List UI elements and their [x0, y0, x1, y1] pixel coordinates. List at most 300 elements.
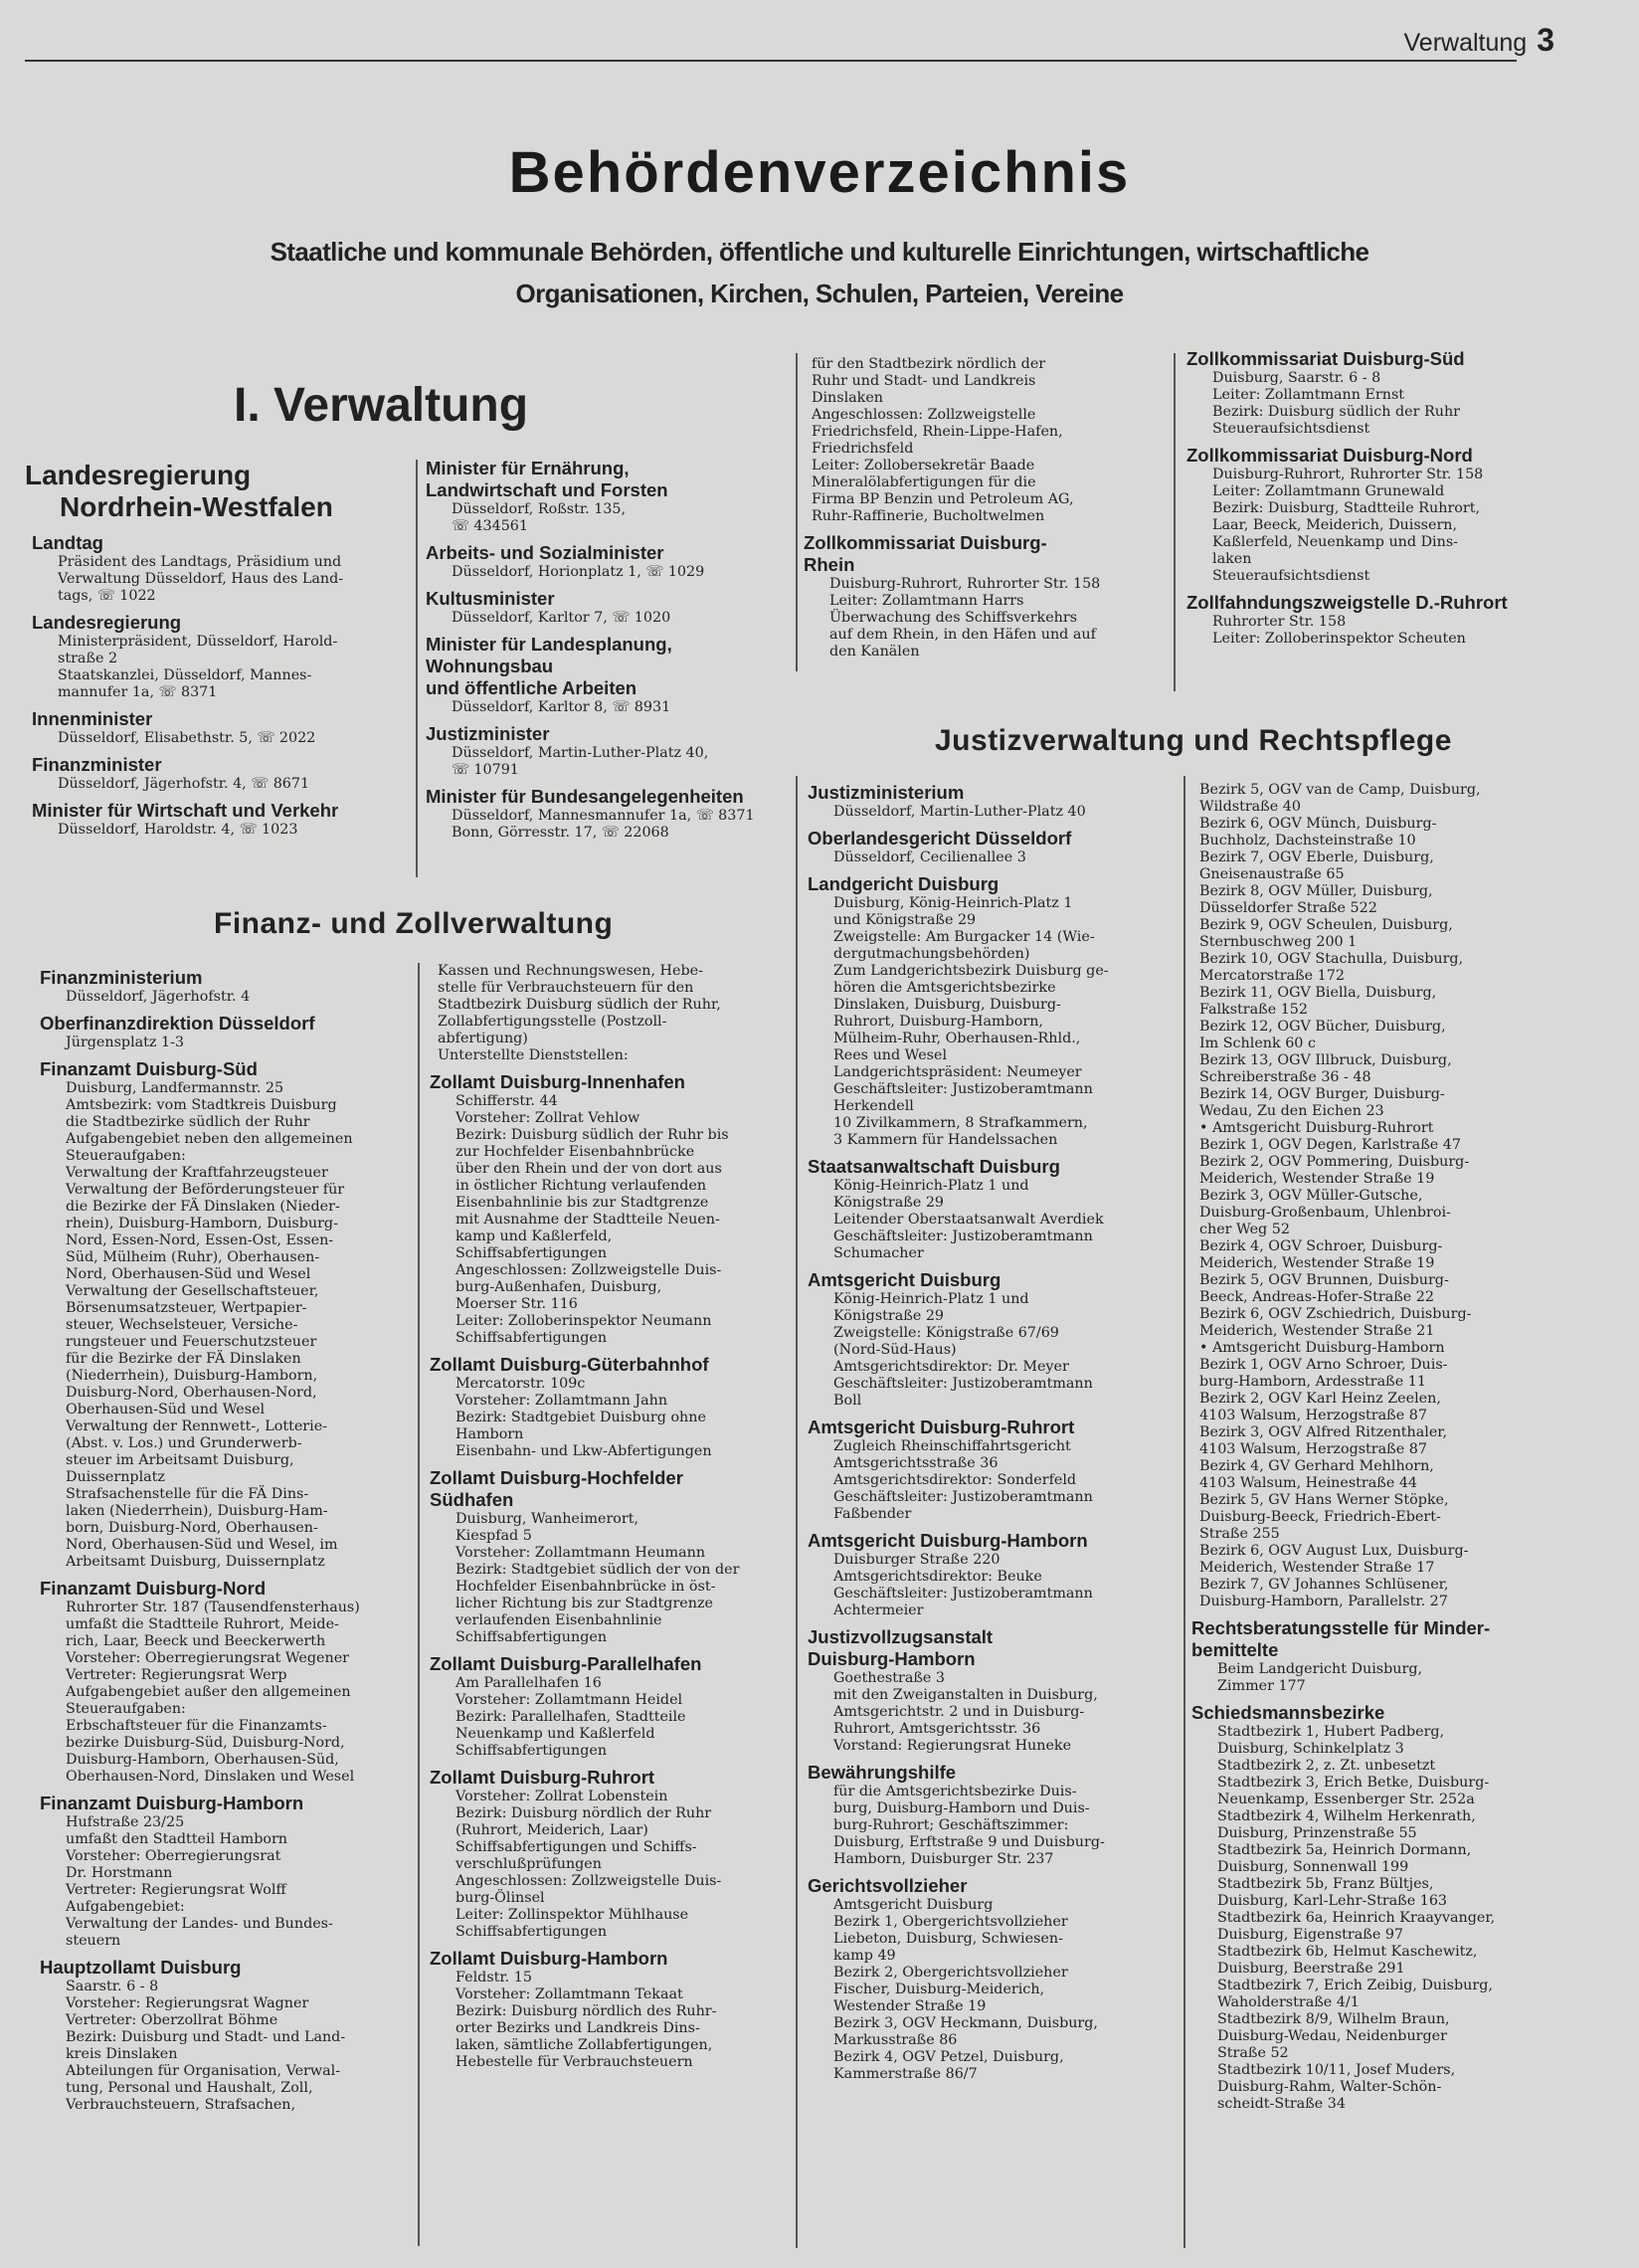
entry-line: abfertigung) — [438, 1031, 528, 1046]
entry-line: Schreiberstraße 36 - 48 — [1199, 1069, 1371, 1085]
entry-line: Aufgabengebiet neben den allgemeinen — [66, 1131, 353, 1147]
entry-line: Landgerichtspräsident: Neumeyer — [833, 1064, 1082, 1080]
entry-line: Stadtbezirk 8/9, Wilhelm Braun, — [1217, 2011, 1450, 2027]
entry-line: Duisburg-Ruhrort, Ruhrorter Str. 158 — [829, 576, 1101, 592]
directory-entry — [1186, 445, 1604, 585]
subtitle-line: Staatliche und kommunale Behörden, öffentliche und kulturelle Einrichtungen, wirtschaftliche — [270, 237, 1369, 267]
entry-heading: Minister für Wirtschaft und Verkehr — [32, 800, 339, 821]
entry-line: Stadtbezirk 6b, Helmut Kaschewitz, — [1217, 1944, 1478, 1960]
entry-line: Bezirk 13, OGV Illbruck, Duisburg, — [1199, 1052, 1452, 1068]
entry-line: Düsseldorf, Mannesmannufer 1a, ☏ 8371 — [452, 808, 755, 824]
landesregierung-line: Nordrhein-Westfalen — [60, 491, 333, 522]
entry-line: Kassen und Rechnungswesen, Hebe- — [438, 963, 703, 979]
entry-line: Vorsteher: Oberregierungsrat Wegener — [66, 1650, 350, 1666]
entry-line: Bezirk 9, OGV Scheulen, Duisburg, — [1199, 917, 1453, 933]
entry-line: Düsseldorf, Elisabethstr. 5, ☏ 2022 — [58, 730, 316, 746]
entry-heading: Südhafen — [430, 1489, 514, 1510]
entry-line: laken — [1212, 551, 1252, 567]
entry-line: tags, ☏ 1022 — [58, 588, 156, 604]
entry-line: Oberhausen-Süd und Wesel — [66, 1402, 266, 1418]
entry-line: Hochfelder Eisenbahnbrücke in öst- — [455, 1579, 716, 1595]
entry-line: Abteilungen für Organisation, Verwal- — [66, 2063, 341, 2079]
entry-line: die Bezirke der FÄ Dinslaken (Nieder- — [66, 1199, 340, 1215]
entry-line: Duisburg, Saarstr. 6 - 8 — [1212, 370, 1381, 386]
entry-line: Bezirk 1, Obergerichtsvollzieher — [833, 1914, 1068, 1930]
entry-line: für die Bezirke der FÄ Dinslaken — [66, 1351, 301, 1367]
entry-line: Bezirk: Parallelhafen, Stadtteile — [455, 1709, 686, 1725]
entry-line: Verbrauchsteuern, Strafsachen, — [66, 2097, 296, 2113]
entry-line: 4103 Walsum, Heinestraße 44 — [1199, 1475, 1418, 1491]
entry-line: Boll — [833, 1393, 862, 1409]
entry-line: burg-Hamborn, Ardesstraße 11 — [1199, 1374, 1426, 1390]
directory-entry — [32, 800, 410, 839]
entry-line: Bezirk 11, OGV Biella, Duisburg, — [1199, 985, 1437, 1001]
entry-line: auf dem Rhein, in den Häfen und auf — [829, 627, 1096, 643]
directory-entry — [1191, 1617, 1609, 1695]
entry-line: Duisburg-Großenbaum, Uhlenbroi- — [1199, 1205, 1451, 1221]
column-divider — [1184, 776, 1185, 2248]
entry-line: in östlicher Richtung verlaufenden — [455, 1178, 707, 1194]
entry-line: Liebeton, Duisburg, Schwiesen- — [833, 1931, 1063, 1947]
entry-line: (Niederrhein), Duisburg-Hamborn, — [66, 1368, 318, 1384]
entry-line: Amtsgerichtstr. 2 und in Duisburg- — [833, 1704, 1085, 1720]
entry-line: Beim Landgericht Duisburg, — [1217, 1661, 1423, 1677]
entry-line: Vorsteher: Zollamtmann Heidel — [455, 1692, 683, 1708]
entry-line: die Stadtbezirke südlich der Ruhr — [66, 1114, 310, 1130]
entry-line: Süd, Mülheim (Ruhr), Oberhausen- — [66, 1249, 320, 1265]
entry-heading: Arbeits- und Sozialminister — [426, 542, 664, 563]
entry-line: Feldstr. 15 — [455, 1970, 532, 1985]
entry-heading: Landgericht Duisburg — [808, 873, 1000, 894]
entry-line: Waholderstraße 4/1 — [1217, 1994, 1360, 2010]
entry-line: Düsseldorf, Jägerhofstr. 4 — [66, 989, 251, 1005]
entry-line: Straße 255 — [1199, 1526, 1280, 1542]
entry-line: Ruhrort, Duisburg-Hamborn, — [833, 1014, 1043, 1030]
directory-entry — [40, 1013, 414, 1051]
entry-line: Duisburg, Beerstraße 291 — [1217, 1961, 1405, 1977]
column-zollaemter — [430, 963, 794, 2256]
entry-line: Geschäftsleiter: Justizoberamtmann — [833, 1376, 1093, 1392]
entry-heading: Amtsgericht Duisburg-Ruhrort — [808, 1417, 1075, 1437]
directory-entry — [808, 828, 1182, 866]
entry-line: Am Parallelhafen 16 — [455, 1675, 602, 1691]
column-divider — [418, 963, 420, 2246]
entry-heading: Zollfahndungszweigstelle D.-Ruhrort — [1186, 592, 1508, 613]
entry-line: hören die Amtsgerichtsbezirke — [833, 980, 1056, 996]
entry-heading: Justizministerium — [808, 782, 965, 803]
entry-line: born, Duisburg-Nord, Oberhausen- — [66, 1520, 318, 1536]
entry-line: Verwaltung der Kraftfahrzeugsteuer — [66, 1165, 328, 1181]
entry-heading: und öffentliche Arbeiten — [426, 677, 637, 698]
entry-line: • Amtsgericht Duisburg-Hamborn — [1199, 1340, 1445, 1356]
entry-line: Angeschlossen: Zollzweigstelle Duis- — [455, 1262, 722, 1278]
entry-line: Stadtbezirk Duisburg südlich der Ruhr, — [438, 997, 721, 1013]
entry-line: Hebestelle für Verbrauchsteuern — [455, 2054, 693, 2070]
entry-line: Duisburg, Karl-Lehr-Straße 163 — [1217, 1893, 1448, 1909]
entry-line: Bezirk 2, Obergerichtsvollzieher — [833, 1965, 1068, 1981]
entry-line: Leitender Oberstaatsanwalt Averdiek — [833, 1212, 1104, 1228]
entry-line: Schifferstr. 44 — [455, 1093, 558, 1109]
entry-line: Amtsbezirk: vom Stadtkreis Duisburg — [66, 1097, 337, 1113]
entry-line: Vorsteher: Oberregierungsrat — [66, 1848, 281, 1864]
entry-line: laken, sämtliche Zollabfertigungen, — [455, 2037, 713, 2053]
entry-line: Mercatorstraße 172 — [1199, 968, 1345, 984]
directory-entry — [804, 532, 1172, 661]
entry-line: Bezirk 3, OGV Heckmann, Duisburg, — [833, 2015, 1098, 2031]
entry-line: Firma BP Benzin und Petroleum AG, — [812, 491, 1074, 507]
entry-line: für die Amtsgerichtsbezirke Duis- — [833, 1784, 1077, 1799]
entry-line: Laar, Beeck, Meiderich, Duissern, — [1212, 517, 1458, 533]
entry-line: Bezirk: Duisburg südlich der Ruhr bis — [455, 1127, 729, 1143]
entry-line: Mülheim-Ruhr, Oberhausen-Rhld., — [833, 1031, 1081, 1046]
entry-line: Falkstraße 152 — [1199, 1002, 1308, 1018]
entry-line: Schiffsabfertigungen — [455, 1629, 608, 1645]
entry-line: kamp und Kaßlerfeld, — [455, 1228, 613, 1244]
entry-line: Bezirk 8, OGV Müller, Duisburg, — [1199, 883, 1433, 899]
directory-entry — [808, 1530, 1182, 1619]
directory-entry — [32, 708, 410, 747]
entry-line: Düsseldorf, Haroldstr. 4, ☏ 1023 — [58, 822, 298, 838]
entry-line: Ruhrorter Str. 158 — [1212, 614, 1347, 630]
entry-line: Duisburg, Prinzenstraße 55 — [1217, 1825, 1417, 1841]
entry-line: tung, Personal und Haushalt, Zoll, — [66, 2080, 313, 2096]
entry-heading: Schiedsmannsbezirke — [1191, 1702, 1385, 1723]
entry-line: Stadtbezirk 5a, Heinrich Dormann, — [1217, 1842, 1472, 1858]
entry-heading: Amtsgericht Duisburg — [808, 1269, 1002, 1290]
column-zoll-continued — [804, 356, 1172, 714]
directory-entry — [32, 754, 410, 793]
entry-line: rhein), Duisburg-Hamborn, Duisburg- — [66, 1216, 338, 1231]
entry-line: bezirke Duisburg-Süd, Duisburg-Nord, — [66, 1735, 345, 1751]
entry-line: Schiffsabfertigungen — [455, 1924, 608, 1940]
entry-line: Arbeitsamt Duisburg, Duissernplatz — [66, 1554, 325, 1570]
entry-line: Bezirk 7, OGV Eberle, Duisburg, — [1199, 850, 1434, 865]
entry-line: Duisburg, Sonnenwall 199 — [1217, 1859, 1409, 1875]
landesregierung-heading — [25, 460, 333, 523]
entry-line: Düsseldorf, Martin-Luther-Platz 40, — [452, 745, 709, 761]
entry-line: Wildstraße 40 — [1199, 799, 1301, 815]
entry-line: Düsseldorf, Horionplatz 1, ☏ 1029 — [452, 564, 705, 580]
entry-line: Goethestraße 3 — [833, 1670, 945, 1686]
entry-line: steuer im Arbeitsamt Duisburg, — [66, 1452, 294, 1468]
entry-line: Friedrichsfeld, Rhein-Lippe-Hafen, — [812, 424, 1063, 440]
entry-line: dergutmachungsbehörden) — [833, 946, 1030, 962]
directory-entry — [40, 1793, 414, 1950]
entry-heading: Oberfinanzdirektion Düsseldorf — [40, 1013, 315, 1034]
entry-line: Bezirk 1, OGV Arno Schroer, Duis- — [1199, 1357, 1448, 1373]
directory-entry — [808, 1269, 1182, 1410]
entry-line: Bezirk 14, OGV Burger, Duisburg- — [1199, 1086, 1445, 1102]
entry-line: Bezirk 2, OGV Pommering, Duisburg- — [1199, 1154, 1470, 1170]
entry-line: Bezirk: Duisburg und Stadt- und Land- — [66, 2029, 346, 2045]
directory-entry — [808, 1626, 1182, 1755]
entry-line: Bezirk: Duisburg südlich der Ruhr — [1212, 404, 1461, 420]
entry-line: Vorstand: Regierungsrat Huneke — [833, 1738, 1072, 1754]
entry-line: Mercatorstr. 109c — [455, 1376, 586, 1392]
entry-line: laken (Niederrhein), Duisburg-Ham- — [66, 1503, 328, 1519]
entry-line: Vertreter: Oberzollrat Böhme — [66, 2012, 278, 2028]
entry-line: Hamborn — [455, 1426, 524, 1442]
directory-entry — [808, 873, 1182, 1149]
entry-line: Ruhr und Stadt- und Landkreis — [812, 373, 1036, 389]
entry-line: Zugleich Rheinschiffahrtsgericht — [833, 1438, 1071, 1454]
entry-line: Duisburg, Schinkelplatz 3 — [1217, 1741, 1404, 1757]
entry-line: Düsseldorfer Straße 522 — [1199, 900, 1377, 916]
entry-heading: Zollamt Duisburg-Hamborn — [430, 1948, 668, 1969]
entry-line: umfaßt die Stadtteile Ruhrort, Meide- — [66, 1616, 339, 1632]
entry-line: Duisburg-Hamborn, Parallelstr. 27 — [1199, 1594, 1448, 1609]
column-gerichtsvollzieher — [1191, 782, 1609, 2264]
entry-heading: Zollamt Duisburg-Hochfelder — [430, 1467, 683, 1488]
entry-line: Überwachung des Schiffsverkehrs — [829, 610, 1078, 626]
directory-entry — [1191, 782, 1609, 1610]
entry-line: Angeschlossen: Zollzweigstelle Duis- — [455, 1873, 722, 1889]
entry-line: Kiespfad 5 — [455, 1528, 532, 1544]
directory-entry — [808, 1417, 1182, 1523]
entry-line: rich, Laar, Beeck und Beeckerwerth — [66, 1633, 326, 1649]
entry-heading: Justizvollzugsanstalt — [808, 1626, 994, 1647]
entry-line: Verwaltung der Gesellschaftsteuer, — [66, 1283, 319, 1299]
directory-entry — [430, 1071, 794, 1347]
entry-line: umfaßt den Stadtteil Hamborn — [66, 1831, 287, 1847]
entry-line: Meiderich, Westender Straße 17 — [1199, 1560, 1435, 1576]
entry-line: stelle für Verbrauchsteuern für den — [438, 980, 694, 996]
column-divider — [416, 460, 418, 877]
entry-line: Düsseldorf, Karltor 8, ☏ 8931 — [452, 699, 671, 715]
entry-line: (Nord-Süd-Haus) — [833, 1342, 957, 1358]
entry-line: Westender Straße 19 — [833, 1998, 987, 2014]
entry-line: Vorsteher: Zollrat Lobenstein — [455, 1789, 668, 1804]
directory-entry — [430, 1467, 794, 1646]
entry-line: orter Bezirks und Landkreis Dins- — [455, 2020, 700, 2036]
entry-heading: Zollamt Duisburg-Güterbahnhof — [430, 1354, 709, 1375]
entry-line: cher Weg 52 — [1199, 1222, 1290, 1237]
entry-line: Staatskanzlei, Düsseldorf, Mannes- — [58, 667, 312, 683]
entry-heading: Zollkommissariat Duisburg-Nord — [1186, 445, 1473, 466]
entry-line: Bezirk 6, OGV Zschiedrich, Duisburg- — [1199, 1306, 1472, 1322]
entry-line: Strafsachenstelle für die FÄ Dins- — [66, 1486, 309, 1502]
entry-line: Mineralölabfertigungen für die — [812, 474, 1036, 490]
entry-line: Duisburg, Erftstraße 9 und Duisburg- — [833, 1834, 1105, 1850]
entry-heading: Hauptzollamt Duisburg — [40, 1957, 242, 1978]
entry-heading: Zollkommissariat Duisburg-Süd — [1186, 348, 1465, 369]
directory-entry — [804, 356, 1172, 525]
entry-heading: Rechtsberatungsstelle für Minder- — [1191, 1617, 1491, 1638]
entry-line: Amtsgerichtsdirektor: Dr. Meyer — [833, 1359, 1069, 1375]
entry-line: Buchholz, Dachsteinstraße 10 — [1199, 833, 1416, 849]
entry-line: König-Heinrich-Platz 1 und — [833, 1178, 1029, 1194]
entry-line: Steueraufsichtsdienst — [1212, 568, 1370, 584]
entry-line: und Königstraße 29 — [833, 912, 977, 928]
entry-line: Schumacher — [833, 1245, 924, 1261]
entry-line: Bezirk: Duisburg nördlich der Ruhr — [455, 1805, 712, 1821]
entry-heading: Finanzminister — [32, 754, 162, 775]
entry-line: Schiffsabfertigungen — [455, 1330, 608, 1346]
entry-line: Zweigstelle: Königstraße 67/69 — [833, 1325, 1059, 1341]
entry-line: Bezirk 12, OGV Bücher, Duisburg, — [1199, 1019, 1446, 1035]
entry-line: Ruhr-Raffinerie, Bucholtwelmen — [812, 508, 1045, 524]
entry-line: Amtsgerichtsstraße 36 — [833, 1455, 999, 1471]
directory-entry — [1191, 1702, 1609, 2113]
entry-line: Bezirk 4, OGV Schroer, Duisburg- — [1199, 1238, 1443, 1254]
entry-line: zur Hochfelder Eisenbahnbrücke — [455, 1144, 695, 1160]
entry-heading: Gerichtsvollzieher — [808, 1875, 968, 1896]
entry-line: Aufgabengebiet: — [66, 1899, 185, 1915]
directory-entry — [1186, 592, 1604, 648]
entry-line: Faßbender — [833, 1506, 912, 1522]
entry-heading: Kultusminister — [426, 588, 555, 609]
entry-heading: Landtag — [32, 532, 103, 553]
entry-line: Meiderich, Westender Straße 19 — [1199, 1171, 1435, 1187]
entry-line: Friedrichsfeld — [812, 441, 914, 457]
entry-line: Unterstellte Dienststellen: — [438, 1047, 629, 1063]
entry-line: Düsseldorf, Jägerhofstr. 4, ☏ 8671 — [58, 776, 310, 792]
entry-line: Bezirk: Stadtgebiet südlich der von der — [455, 1562, 740, 1578]
entry-line: Kaßlerfeld, Neuenkamp und Dins- — [1212, 534, 1458, 550]
entry-line: Düsseldorf, Karltor 7, ☏ 1020 — [452, 610, 671, 626]
entry-line: Steueraufgaben: — [66, 1148, 186, 1164]
entry-line: Zum Landgerichtsbezirk Duisburg ge- — [833, 963, 1109, 979]
entry-line: Wedau, Zu den Eichen 23 — [1199, 1103, 1384, 1119]
entry-line: Stadtbezirk 1, Hubert Padberg, — [1217, 1724, 1445, 1740]
column-ministers — [426, 458, 794, 895]
entry-heading: Rhein — [804, 554, 855, 575]
directory-entry — [430, 1948, 794, 2071]
entry-line: Leiter: Zollamtmann Grunewald — [1212, 483, 1445, 499]
entry-heading: Zollamt Duisburg-Parallelhafen — [430, 1653, 702, 1674]
entry-line: Bezirk 2, OGV Karl Heinz Zeelen, — [1199, 1391, 1441, 1407]
entry-line: (Ruhrort, Meiderich, Laar) — [455, 1822, 648, 1838]
entry-line: Präsident des Landtags, Präsidium und — [58, 554, 342, 570]
entry-line: Vorsteher: Regierungsrat Wagner — [66, 1995, 309, 2011]
entry-line: Bezirk 7, GV Johannes Schlüsener, — [1199, 1577, 1449, 1593]
directory-entry — [430, 1354, 794, 1460]
directory-entry — [426, 458, 794, 535]
directory-entry — [808, 1762, 1182, 1868]
entry-heading: Landesregierung — [32, 612, 182, 633]
entry-line: König-Heinrich-Platz 1 und — [833, 1291, 1029, 1307]
entry-line: Stadtbezirk 2, z. Zt. unbesetzt — [1217, 1758, 1436, 1774]
entry-line: Zweigstelle: Am Burgacker 14 (Wie- — [833, 929, 1095, 945]
column-divider — [796, 776, 798, 2248]
entry-line: burg-Außenhafen, Duisburg, — [455, 1279, 662, 1295]
directory-entry — [808, 1156, 1182, 1262]
column-zollkommissariate — [1186, 348, 1604, 706]
entry-line: Königstraße 29 — [833, 1195, 945, 1211]
subtitle-line: Organisationen, Kirchen, Schulen, Parteien, Vereine — [515, 279, 1124, 308]
directory-entry — [426, 786, 794, 842]
entry-line: 10 Zivilkammern, 8 Strafkammern, — [833, 1115, 1088, 1131]
entry-line: Stadtbezirk 7, Erich Zeibig, Duisburg, — [1217, 1978, 1493, 1993]
directory-entry — [808, 1875, 1182, 2083]
entry-line: Bezirk 3, OGV Alfred Ritzenthaler, — [1199, 1424, 1448, 1440]
entry-line: Ruhrorter Str. 187 (Tausendfensterhaus) — [66, 1600, 360, 1615]
entry-line: Nord, Oberhausen-Süd und Wesel — [66, 1266, 311, 1282]
entry-line: burg-Ölinsel — [455, 1890, 545, 1906]
directory-entry — [430, 963, 794, 1064]
entry-line: rungsteuer und Feuerschutzsteuer — [66, 1334, 317, 1350]
directory-entry — [430, 1767, 794, 1941]
entry-line: Vertreter: Regierungsrat Wolff — [66, 1882, 286, 1898]
page-title: Behördenverzeichnis — [508, 140, 1131, 205]
entry-line: über den Rhein und der von dort aus — [455, 1161, 722, 1177]
entry-heading: Duisburg-Hamborn — [808, 1648, 976, 1669]
entry-line: Bezirk 1, OGV Degen, Karlstraße 47 — [1199, 1137, 1461, 1153]
entry-line: Zimmer 177 — [1217, 1678, 1306, 1694]
entry-line: ☏ 10791 — [452, 762, 519, 778]
entry-line: Eisenbahn- und Lkw-Abfertigungen — [455, 1443, 712, 1459]
entry-line: Achtermeier — [833, 1603, 924, 1618]
entry-heading: Wohnungsbau — [426, 656, 554, 676]
entry-line: Steueraufgaben: — [66, 1701, 186, 1717]
entry-line: Duisburg-Beeck, Friedrich-Ebert- — [1199, 1509, 1441, 1525]
entry-line: Stadtbezirk 4, Wilhelm Herkenrath, — [1217, 1808, 1476, 1824]
entry-line: Schiffsabfertigungen — [455, 1245, 608, 1261]
entry-line: Vorsteher: Zollamtmann Jahn — [455, 1393, 668, 1409]
entry-line: Duisburg, Eigenstraße 97 — [1217, 1927, 1404, 1943]
entry-line: Straße 52 — [1217, 2045, 1289, 2061]
entry-line: Gneisenaustraße 65 — [1199, 866, 1345, 882]
entry-heading: Finanzamt Duisburg-Hamborn — [40, 1793, 304, 1813]
entry-line: Duissernplatz — [66, 1469, 165, 1485]
entry-heading: Landwirtschaft und Forsten — [426, 479, 668, 500]
entry-heading: Finanzamt Duisburg-Süd — [40, 1058, 258, 1079]
entry-line: Vorsteher: Zollamtmann Tekaat — [455, 1986, 683, 2002]
entry-line: Düsseldorf, Roßstr. 135, — [452, 501, 627, 517]
entry-line: verschlußprüfungen — [455, 1856, 602, 1872]
column-finanz — [40, 967, 414, 2260]
entry-line: Moerser Str. 116 — [455, 1296, 578, 1312]
entry-line: für den Stadtbezirk nördlich der — [812, 356, 1046, 372]
entry-line: (Abst. v. Los.) und Grunderwerb- — [66, 1435, 302, 1451]
entry-line: Dinslaken — [812, 390, 884, 406]
entry-line: Saarstr. 6 - 8 — [66, 1979, 159, 1994]
entry-line: Meiderich, Westender Straße 19 — [1199, 1255, 1435, 1271]
entry-line: Duisburg-Wedau, Neidenburger — [1217, 2028, 1447, 2044]
entry-heading: Minister für Ernährung, — [426, 458, 630, 478]
running-header-section: Verwaltung — [1403, 29, 1528, 57]
page-subtitle — [199, 231, 1440, 314]
entry-line: Vorsteher: Zollrat Vehlow — [455, 1110, 640, 1126]
column-landesregierung — [32, 532, 410, 890]
entry-line: Duisburger Straße 220 — [833, 1552, 1001, 1568]
entry-heading: Zollamt Duisburg-Ruhrort — [430, 1767, 655, 1788]
entry-line: Verwaltung der Beförderungsteuer für — [66, 1182, 345, 1198]
entry-line: Bezirk 6, OGV Münch, Duisburg- — [1199, 816, 1437, 832]
entry-line: Hamborn, Duisburger Str. 237 — [833, 1851, 1054, 1867]
entry-heading: Finanzamt Duisburg-Nord — [40, 1578, 267, 1599]
entry-line: Bezirk 5, OGV Brunnen, Duisburg- — [1199, 1272, 1449, 1288]
entry-line: Rees und Wesel — [833, 1047, 948, 1063]
section-heading-justiz: Justizverwaltung und Rechtspflege — [935, 724, 1452, 757]
entry-line: Geschäftsleiter: Justizoberamtmann — [833, 1228, 1093, 1244]
entry-line: Zollabfertigungsstelle (Postzoll- — [438, 1014, 667, 1030]
entry-line: Steueraufsichtsdienst — [1212, 421, 1370, 437]
entry-line: Schiffsabfertigungen und Schiffs- — [455, 1839, 697, 1855]
running-header — [1404, 22, 1555, 59]
entry-heading: Bewährungshilfe — [808, 1762, 957, 1783]
entry-line: Stadtbezirk 6a, Heinrich Kraayvanger, — [1217, 1910, 1496, 1926]
entry-line: 4103 Walsum, Herzogstraße 87 — [1199, 1408, 1427, 1423]
entry-line: Stadtbezirk 3, Erich Betke, Duisburg- — [1217, 1775, 1490, 1791]
entry-line: Geschäftsleiter: Justizoberamtmann — [833, 1489, 1093, 1505]
entry-line: Leiter: Zollobersekretär Baade — [812, 458, 1035, 473]
entry-line: scheidt-Straße 34 — [1217, 2096, 1346, 2112]
entry-line: mannufer 1a, ☏ 8371 — [58, 684, 218, 700]
entry-line: Börsenumsatzsteuer, Wertpapier- — [66, 1300, 307, 1316]
entry-line: Bezirk: Duisburg, Stadtteile Ruhrort, — [1212, 500, 1481, 516]
entry-line: Königstraße 29 — [833, 1308, 945, 1324]
